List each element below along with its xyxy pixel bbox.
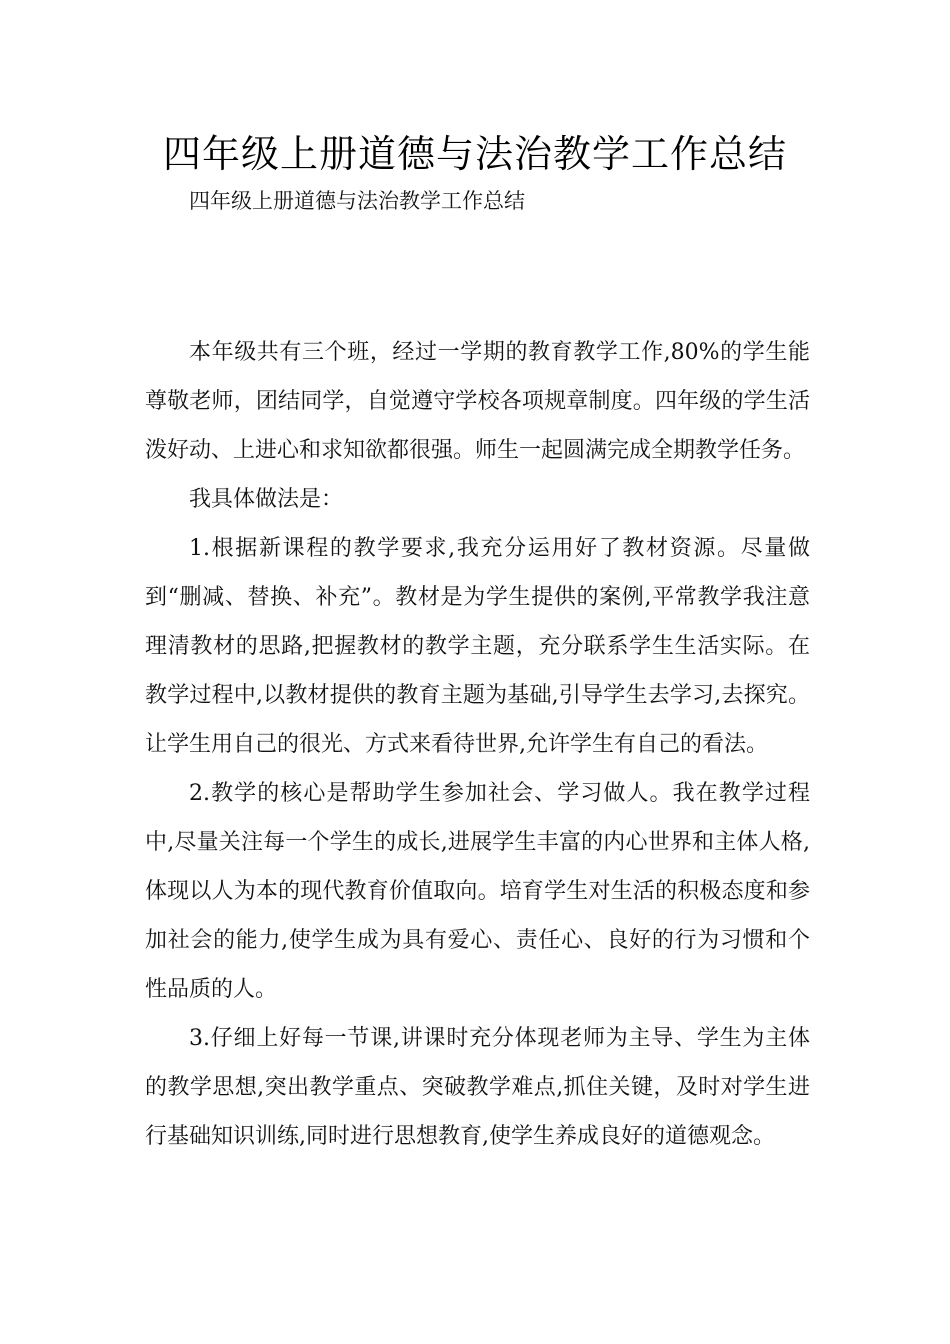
paragraph-point-3: 3.仔细上好每一节课,讲课时充分体现老师为主导、学生为主体的教学思想,突出教学重点、突破教学难点,抓住关键，及时对学生进行基础知识训练,同时进行思想教育,使学生养成良好的道德观念。 <box>145 1026 810 1149</box>
document-subtitle: 四年级上册道德与法治教学工作总结 <box>189 189 525 213</box>
document-body <box>145 328 810 1161</box>
paragraph-point-1: 1.根据新课程的教学要求,我充分运用好了教材资源。尽量做到“删减、替换、补充”。教材是为学生提供的案例,平常教学我注意理清教材的思路,把握教材的教学主题，充分联系学生生活实际。在教学过程中,以教材提供的教育主题为基础,引导学生去学习,去探究。让学生用自己的很光、方式来看待世界,允许学生有自己的看法。 <box>145 536 810 757</box>
paragraph-methods-heading: 我具体做法是： <box>189 487 344 512</box>
paragraph-point-2: 2.教学的核心是帮助学生参加社会、学习做人。我在教学过程中,尽量关注每一个学生的成长,进展学生丰富的内心世界和主体人格,体现以人为本的现代教育价值取向。培育学生对生活的积极态度和参加社会的能力,使学生成为具有爱心、责任心、良好的行为习惯和个性品质的人。 <box>145 781 810 1002</box>
document-title: 四年级上册道德与法治教学工作总结 <box>162 132 787 176</box>
paragraph-intro: 本年级共有三个班，经过一学期的教育教学工作,80%的学生能尊敬老师，团结同学，自觉遵守学校各项规章制度。四年级的学生活泼好动、上进心和求知欲都很强。师生一起圆满完成全期教学任务。 <box>145 340 810 463</box>
